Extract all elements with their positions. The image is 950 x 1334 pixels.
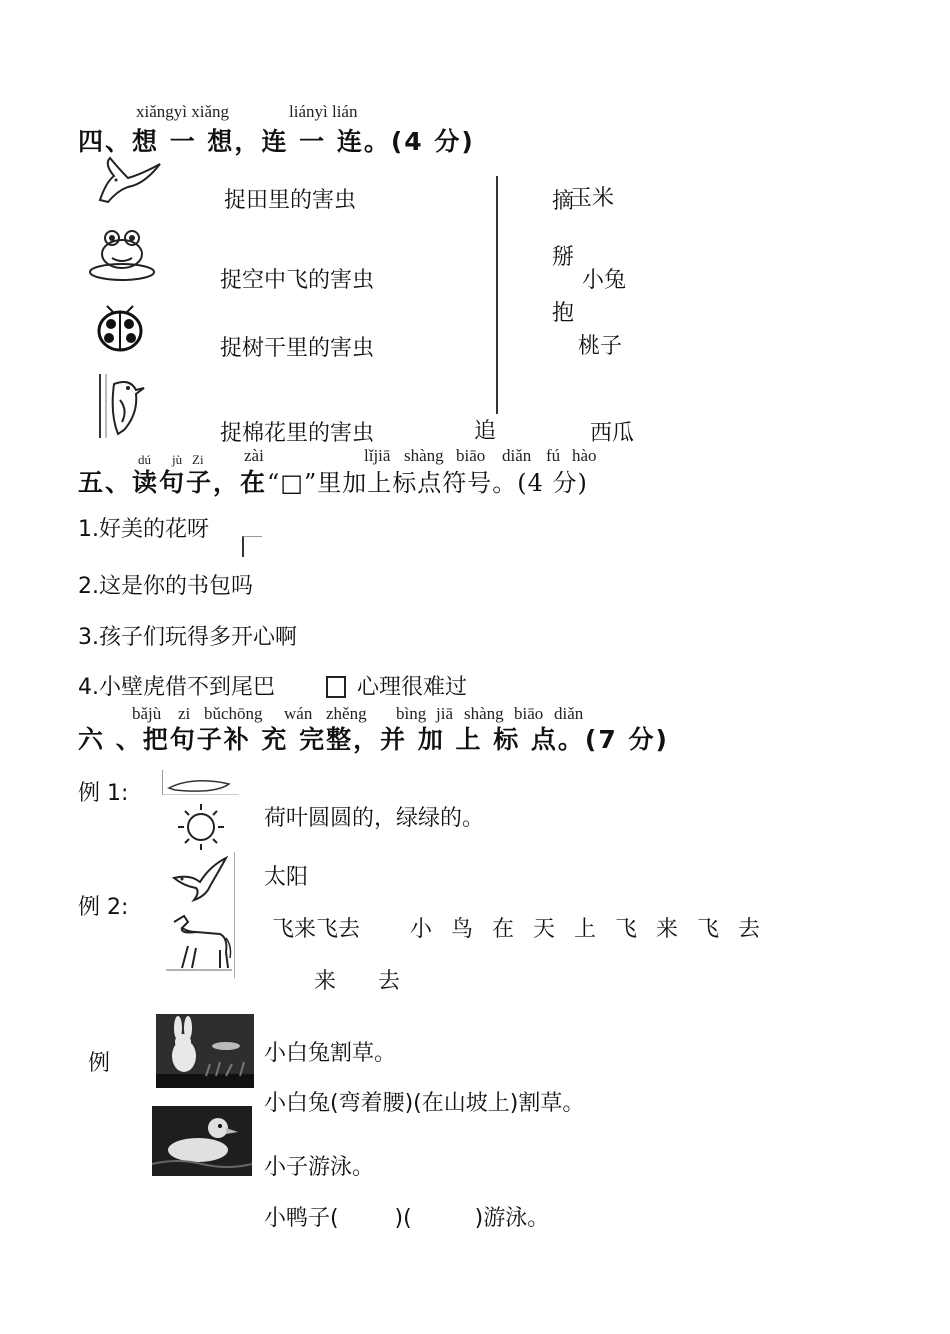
example3-line3: 小子游泳。	[264, 1155, 375, 1180]
example1-sentence: 荷叶圆圆的，绿绿的。	[264, 806, 485, 831]
section4-pinyin-1: xiǎngyì xiǎng	[136, 102, 230, 121]
section5-title-bold: 五、读句子，在	[78, 468, 268, 497]
punctuation-box-4[interactable]	[326, 676, 346, 698]
example2-sentence: 小 鸟 在 天 上 飞 来 飞 去	[410, 917, 766, 942]
ladybug-icon	[93, 304, 147, 354]
s5-pinyin-dian: diǎn	[502, 446, 532, 465]
s6-pinyin-buchong: bǔchōng	[204, 704, 263, 723]
lotus-leaf-picture	[162, 770, 239, 795]
s5-pinyin-zai: zài	[244, 446, 264, 465]
example3-line1: 小白兔割草。	[264, 1041, 397, 1066]
s5-pinyin-zi: Zi	[192, 452, 204, 467]
s6-pinyin-baju: bǎjù	[132, 704, 162, 723]
rabbit-picture	[156, 1014, 254, 1088]
verb-4: 追	[474, 419, 497, 444]
swallow-icon	[96, 156, 166, 206]
verb-3: 抱	[552, 301, 575, 326]
s5-pinyin-shang: shàng	[404, 446, 444, 465]
example2-phrase: 飞来飞去	[272, 917, 361, 942]
example2-picture-frame	[234, 852, 235, 978]
s5-pinyin-lijia: lǐjiā	[364, 446, 391, 465]
s5-pinyin-du: dú	[138, 452, 151, 467]
frog-icon	[88, 224, 156, 282]
example2-blank: 来 去	[314, 969, 400, 994]
s5-pinyin-fu: fú	[546, 446, 561, 465]
example3-label: 例	[88, 1051, 111, 1076]
example1-label: 例 1:	[78, 781, 129, 806]
s6-pinyin-wan: wán	[284, 704, 313, 723]
punctuation-box-1[interactable]	[242, 536, 262, 557]
s5-pinyin-hao: hào	[572, 446, 597, 465]
s6-pinyin-jia: jiā	[436, 704, 453, 723]
s6-pinyin-shang: shàng	[464, 704, 504, 723]
object-3: 桃子	[578, 334, 623, 359]
example1-subject: 太阳	[264, 865, 309, 890]
object-1: 玉米	[570, 186, 615, 211]
sentence-3: 3.孩子们玩得多开心啊	[78, 625, 297, 650]
section6-title: 六 、把句子补 充 完整，并 加 上 标 点。(7 分)	[78, 725, 669, 754]
section5-title-rest: “□”里加上标点符号。(4 分)	[267, 469, 588, 497]
left-item-2: 捉空中飞的害虫	[220, 268, 375, 293]
s6-pinyin-biao: biāo	[514, 704, 544, 723]
woodpecker-icon	[92, 374, 148, 440]
example2-label: 例 2:	[78, 895, 129, 920]
duck-picture	[152, 1106, 252, 1176]
left-item-3: 捉树干里的害虫	[220, 336, 375, 361]
example3-line2: 小白兔(弯着腰)(在山坡上)割草。	[264, 1091, 585, 1116]
s5-pinyin-ju: jù	[172, 452, 183, 467]
verb-2: 掰	[552, 245, 575, 270]
left-item-4: 捉棉花里的害虫	[220, 421, 375, 446]
object-4: 西瓜	[590, 421, 635, 446]
divider-line	[496, 176, 498, 414]
section4-title: 四、想 一 想，连 一 连。(4 分)	[78, 127, 475, 156]
object-2: 小兔	[582, 268, 627, 293]
s5-pinyin-biao: biāo	[456, 446, 486, 465]
verb-1: 摘	[552, 189, 575, 214]
sun-icon	[176, 802, 226, 852]
s6-pinyin-zheng: zhěng	[326, 704, 367, 723]
section4-pinyin-2: liányì lián	[289, 102, 358, 121]
example3-line4: 小鸭子( )( )游泳。	[264, 1206, 550, 1231]
section5-title	[78, 463, 588, 499]
s6-pinyin-bing: bìng	[396, 704, 427, 723]
s6-pinyin-zi: zi	[178, 704, 191, 723]
bird-icon	[170, 856, 230, 906]
sentence-2: 2.这是你的书包吗	[78, 574, 253, 599]
sentence-4: 4.小壁虎借不到尾巴	[78, 675, 275, 700]
s6-pinyin-dian: diǎn	[554, 704, 584, 723]
sentence-4-end: 心理很难过	[357, 675, 468, 700]
sentence-1: 1.好美的花呀	[78, 517, 209, 542]
left-item-1: 捉田里的害虫	[224, 188, 357, 213]
horse-icon	[166, 912, 232, 974]
